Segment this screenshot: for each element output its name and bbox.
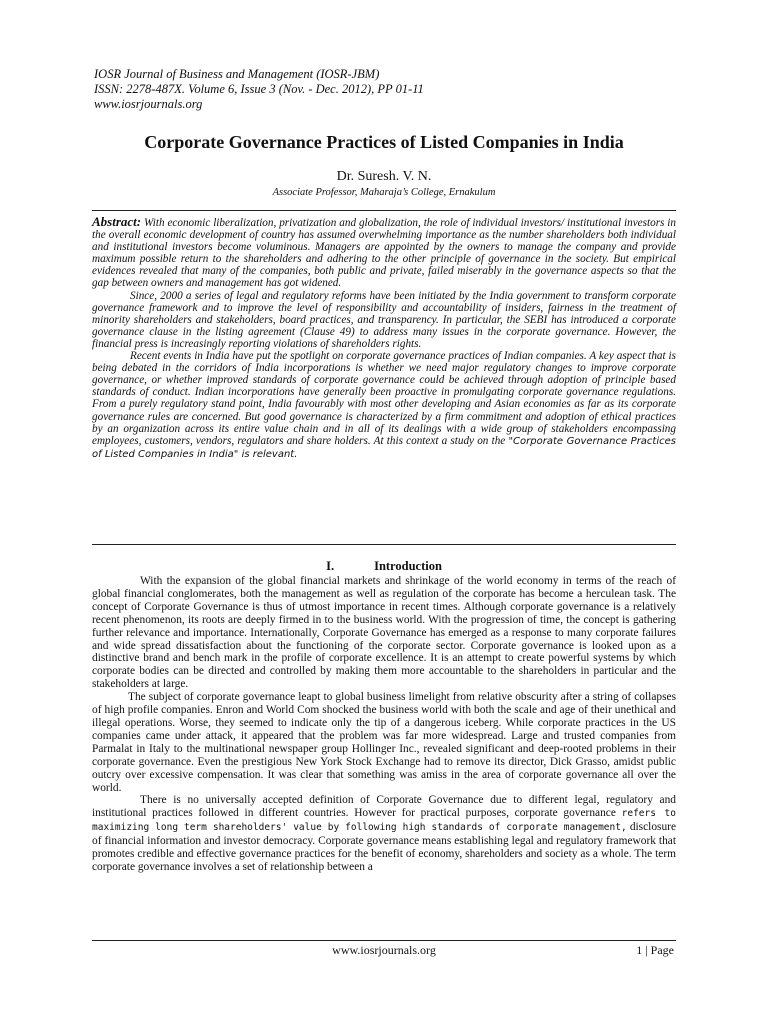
footer-rule — [92, 940, 676, 941]
body-paragraph-1: With the expansion of the global financial markets and shrinkage of the world economy in terms of the reach of global financial conglomerates, both the management as well as regulation of the corporate has become a herculean task. The concept of Corporate Governance is thus of utmost importance in recent times. Although corporate governance is a relatively recent phenomenon, its roots are deeply firmed in to the business world. With the progression of time, the concept is gathering further relevance and importance. Internationally, Corporate Governance has emerged as a response to many corporate failures and wide spread dissatisfaction about the functioning of the corporate sector. Corporate governance is looked upon as a distinctive brand and bench mark in the profile of corporate excellence. It is an attempt to create powerful systems by which corporate bodies can be directed and controlled by making them more accountable to the shareholders in particular and the stakeholders at large. — [92, 575, 676, 691]
author-affiliation: Associate Professor, Maharaja’s College, Ernakulum — [272, 187, 496, 198]
abstract-top-rule — [92, 210, 676, 211]
page-number: 1 | Page — [636, 943, 674, 957]
section-title: Introduction — [374, 559, 442, 573]
abstract-closing-sentence: "Corporate Governance Practices of Listed Companies in India" is relevant. — [92, 435, 676, 460]
journal-name: IOSR Journal of Business and Management (IOSR-JBM) — [94, 67, 380, 81]
body-text — [92, 575, 676, 874]
abstract-bottom-rule — [92, 544, 676, 545]
monospace-fragment: refers to maximizing long term shareholders' value by following high standards of corporate management, — [92, 808, 676, 834]
section-number: I. — [326, 559, 335, 573]
journal-header — [94, 67, 694, 112]
journal-issn: ISSN: 2278-487X. Volume 6, Issue 3 (Nov. - Dec. 2012), PP 01-11 — [94, 82, 424, 96]
body-paragraph-3: There is no universally accepted definition of Corporate Governance due to different legal, regulatory and institutional practices followed in different countries. However for practical purposes, corporate governance refers to maximizing long term shareholders' value by following high standards of corporate management, disclosure of financial information and investor democracy. Corporate governance means establishing legal and regulatory framework that promotes credible and effective governance practices for the benefit of economy, shareholders and society as a whole. The term corporate governance involves a set of relationship between a — [92, 794, 676, 873]
paper-title: Corporate Governance Practices of Listed Companies in India — [144, 132, 624, 152]
paper-author: Dr. Suresh. V. N. — [336, 169, 432, 184]
section-heading — [92, 559, 676, 574]
abstract-paragraph-3: Recent events in India have put the spotlight on corporate governance practices of Indian companies. A key aspect that is being debated in the corridors of India incorporations is whether we need major regulatory changes to improve corporate governance, or whether improved standards of corporate governance could be achieved through adoption of principle based standards of conduct. Indian incorporations have generally been proactive in promulgating corporate governance regulations. From a purely regulatory stand point, India favourably with most other developing and Asian economies as far as its corporate governance rules are concerned. But good governance is characterized by a firm commitment and adoption of ethical practices by an organization across its entire value chain and in all of its dealings with a wide group of stakeholders encompassing employees, customers, vendors, regulators and share holders. At this context a study on the "Corporate Governance Practices of Listed Companies in India" is relevant. — [92, 350, 676, 460]
abstract-paragraph-1: Abstract: With economic liberalization, privatization and globalization, the role of individual investors/ institutional investors in the overall economic development of country has assumed overwhelming importance as the number shareholders both individual and institutional investors become voluminous. Managers are appointed by the owners to manage the company and provide maximum possible return to the shareholders and adhering to the other principle of governance in the society. But empirical evidences revealed that many of the companies, both public and private, failed miserably in the governance aspects so that the gap between owners and management has got widened. — [92, 214, 676, 290]
abstract — [92, 216, 676, 461]
body-paragraph-2: The subject of corporate governance leapt to global business limelight from relative obscurity after a string of collapses of high profile companies. Enron and World Com shocked the business world with both the scale and age of their unethical and illegal operations. Worse, they seemed to indicate only the tip of a dangerous iceberg. While corporate practices in the US companies came under attack, it appeared that the problem was far more widespread. Large and trusted companies from Parmalat in Italy to the multinational newspaper group Hollinger Inc., revealed significant and deep-rooted problems in their corporate governance. Even the prestigious New York Stock Exchange had to remove its director, Dick Grasso, amidst public outcry over excessive compensation. It was clear that something was amiss in the area of corporate governance all over the world. — [92, 691, 676, 794]
journal-website: www.iosrjournals.org — [94, 97, 203, 111]
abstract-label: Abstract: — [92, 214, 142, 229]
abstract-paragraph-2: Since, 2000 a series of legal and regulatory reforms have been initiated by the India government to transform corporate governance framework and to improve the level of responsibility and accountability of insiders, fairness in the treatment of minority shareholders and stakeholders, board practices, and transparency. In particular, the SEBI has introduced a corporate governance clause in the listing agreement (Clause 49) to address many issues in the corporate governance. However, the financial press is increasingly reporting violations of shareholders rights. — [92, 289, 676, 350]
footer-website: www.iosrjournals.org — [332, 943, 436, 957]
